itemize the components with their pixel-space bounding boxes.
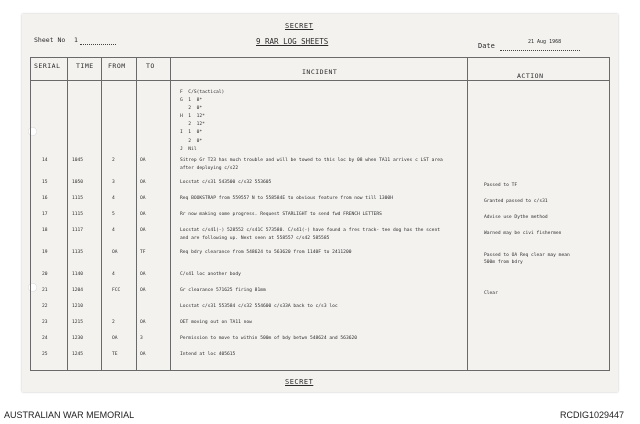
- row-action: Advise use Dythe method: [484, 215, 548, 220]
- row-to: OA: [140, 158, 146, 163]
- row-serial: 23: [42, 320, 48, 325]
- row-serial: 20: [42, 272, 48, 277]
- row-to: OA: [140, 212, 146, 217]
- row-to: OA: [140, 352, 146, 357]
- row-from: 2: [112, 158, 115, 163]
- row-time: 1135: [72, 250, 84, 255]
- row-action: Passed to TF: [484, 183, 518, 188]
- row-from: 5: [112, 212, 115, 217]
- row-incident-line: Req BOOKSTRAP from 559557 N to 558584E to obvious feature from now till 1300H: [180, 196, 393, 201]
- row-to: OA: [140, 180, 146, 185]
- institution-credit: AUSTRALIAN WAR MEMORIAL: [4, 410, 135, 420]
- row-serial: 25: [42, 352, 48, 357]
- row-incident-line: Permission to move to within 500m of bdy betwn 548624 and 563620: [180, 336, 358, 341]
- incident-summary-block: F C/S(tactical) G 1 8* 2 0* H 1 12* 2 12* I 1 0* 2 0* J Nil: [180, 90, 225, 152]
- row-incident-line: Locstat c/s31 543500 c/s32 553605: [180, 180, 272, 185]
- row-time: 1117: [72, 228, 84, 233]
- row-time: 1245: [72, 352, 84, 357]
- row-time: 1115: [72, 212, 84, 217]
- row-from: OA: [112, 336, 118, 341]
- sheet-number: 1: [74, 36, 78, 44]
- row-time: 1140: [72, 272, 84, 277]
- row-to: OA: [140, 228, 146, 233]
- row-from: 4: [112, 272, 115, 277]
- row-serial: 24: [42, 336, 48, 341]
- sheet-number-line: [80, 44, 116, 45]
- row-serial: 16: [42, 196, 48, 201]
- row-incident-line: Req bdry clearance from 548624 to 563620 from 1140F to 2411200: [180, 250, 352, 255]
- row-from: 4: [112, 196, 115, 201]
- row-incident-line: OET moving out on TA11 now: [180, 320, 252, 325]
- row-from: 3: [112, 180, 115, 185]
- row-incident-line: Locstat c/s31 553584 c/s32 554600 c/s33A back to c/s3 loc: [180, 304, 338, 309]
- row-action: 500m from bdry: [484, 260, 523, 265]
- row-serial: 18: [42, 228, 48, 233]
- row-action: Passed to OA Req clear may mean: [484, 253, 570, 258]
- row-to: TF: [140, 250, 146, 255]
- row-incident-line: Rr now making some progress. Request STARLIGHT to send fwd FRENCH LETTERS: [180, 212, 382, 217]
- row-from: 2: [112, 320, 115, 325]
- row-serial: 15: [42, 180, 48, 185]
- date-value: 21 Aug 1968: [528, 39, 562, 45]
- secret-header: SECRET: [285, 22, 314, 30]
- row-from: TE: [112, 352, 118, 357]
- row-action: Warned may be civi fishermen: [484, 231, 562, 236]
- row-serial: 19: [42, 250, 48, 255]
- row-incident-line: Locstat c/s41(-) 528552 c/s41C 573580. C/s41(-) have found a fres track- tee dog has the scent: [180, 228, 440, 233]
- row-incident-line: C/s41 loc another body: [180, 272, 241, 277]
- row-incident-line: Gr clearance 571625 firing 81mm: [180, 288, 266, 293]
- row-to: OA: [140, 320, 146, 325]
- date-line: [500, 50, 580, 51]
- row-time: 1210: [72, 304, 84, 309]
- row-serial: 21: [42, 288, 48, 293]
- column-header-serial: SERIAL: [34, 62, 61, 70]
- column-header-action: ACTION: [517, 72, 544, 80]
- row-to: OA: [140, 288, 146, 293]
- row-from: 4: [112, 228, 115, 233]
- column-header-to: TO: [146, 62, 155, 70]
- row-action: Clear: [484, 291, 498, 296]
- row-action: Granted passed to c/s31: [484, 199, 548, 204]
- column-header-incident: INCIDENT: [302, 68, 338, 76]
- row-serial: 14: [42, 158, 48, 163]
- row-time: 1204: [72, 288, 84, 293]
- row-to: 3: [140, 336, 143, 341]
- row-incident-line: Intend at loc 405615: [180, 352, 236, 357]
- row-to: OA: [140, 272, 146, 277]
- row-time: 1045: [72, 158, 84, 163]
- row-incident-line: Sitrep Gr T23 has much trouble and will be towed to this loc by 08 when TA11 arrives c LST area: [180, 158, 443, 163]
- row-time: 1115: [72, 196, 84, 201]
- row-to: OA: [140, 196, 146, 201]
- column-header-from: FROM: [108, 62, 126, 70]
- unit-title: 9 RAR LOG SHEETS: [256, 37, 329, 46]
- row-serial: 22: [42, 304, 48, 309]
- date-label: Date: [478, 42, 495, 50]
- row-from: FCC: [112, 288, 121, 293]
- record-id: RCDIG1029447: [560, 410, 625, 420]
- row-incident-line: and are following up. Next seen at 558557 c/s42 585585: [180, 236, 330, 241]
- row-time: 1050: [72, 180, 84, 185]
- secret-footer: SECRET: [285, 378, 314, 386]
- row-time: 1215: [72, 320, 84, 325]
- row-serial: 17: [42, 212, 48, 217]
- column-header-time: TIME: [76, 62, 94, 70]
- sheet-label: Sheet No: [34, 36, 66, 44]
- row-from: OA: [112, 250, 118, 255]
- row-time: 1230: [72, 336, 84, 341]
- row-incident-line: after deploying c/s22: [180, 166, 239, 171]
